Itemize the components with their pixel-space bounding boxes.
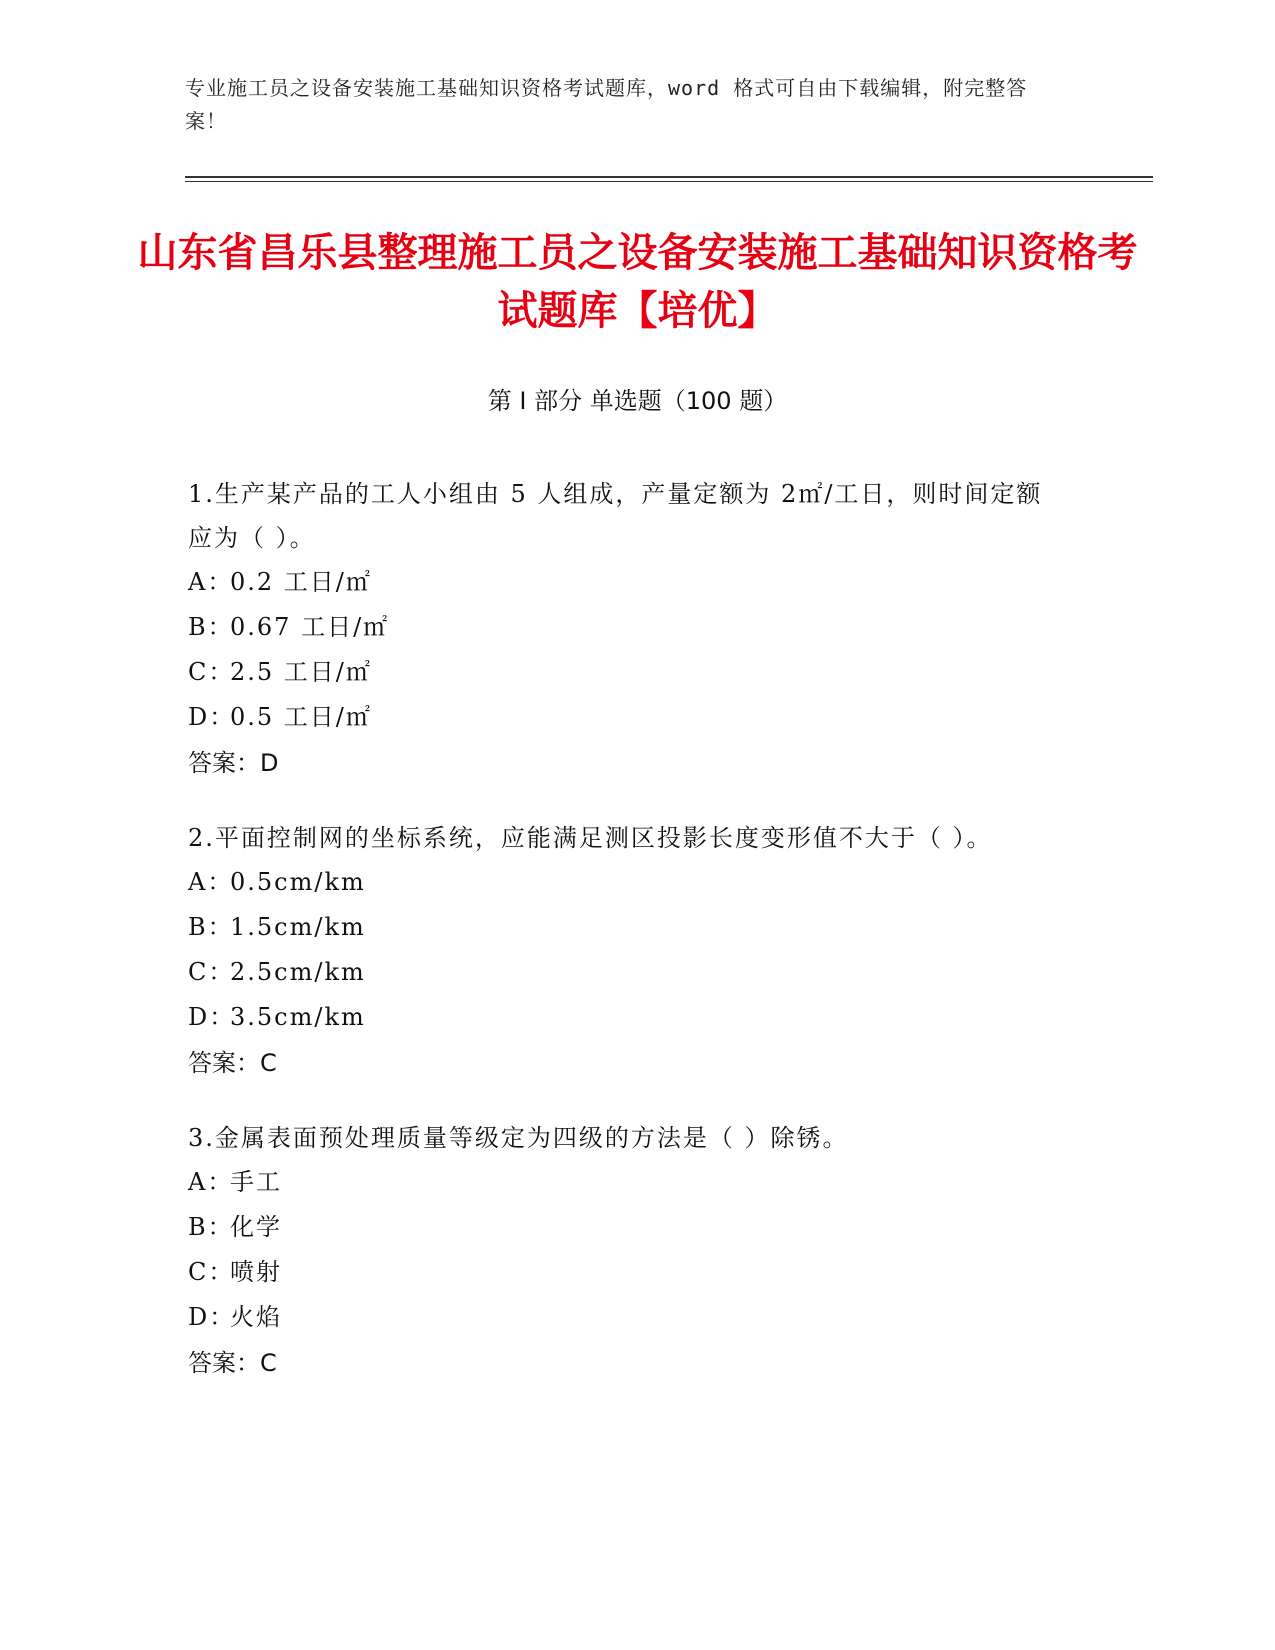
option-d: [188, 1295, 1068, 1340]
answer-line: [188, 1040, 1068, 1086]
answer-line: [188, 1340, 1068, 1386]
section-title: 第 I 部分 单选题（100 题）: [487, 387, 788, 415]
option-letter: C：: [188, 658, 235, 686]
option-text: 喷射: [230, 1258, 282, 1286]
option-letter: A：: [188, 868, 234, 896]
option-letter: D：: [188, 1003, 236, 1031]
question-stem: 3.金属表面预处理质量等级定为四级的方法是（ ）除锈。: [188, 1124, 849, 1152]
option-text: 0.5 工日/㎡: [230, 703, 372, 731]
option-letter: D：: [188, 703, 236, 731]
header-divider-thick: [185, 176, 1153, 178]
option-text: 1.5cm/km: [230, 913, 366, 941]
option-letter: D：: [188, 1303, 236, 1331]
option-letter: B：: [188, 613, 234, 641]
option-text: 0.5cm/km: [230, 868, 366, 896]
answer-value: C: [260, 1349, 277, 1377]
question-1: [188, 472, 1068, 786]
option-d: [188, 995, 1068, 1040]
option-letter: C：: [188, 958, 235, 986]
option-letter: A：: [188, 568, 234, 596]
option-text: 3.5cm/km: [230, 1003, 366, 1031]
option-b: [188, 605, 1068, 650]
option-text: 手工: [230, 1168, 282, 1196]
answer-line: [188, 740, 1068, 786]
option-letter: A：: [188, 1168, 234, 1196]
answer-value: C: [260, 1049, 277, 1077]
option-text: 2.5 工日/㎡: [230, 658, 372, 686]
question-2: [188, 816, 1068, 1086]
question-list: [188, 472, 1068, 1416]
document-title: 山东省昌乐县整理施工员之设备安装施工基础知识资格考试题库【培优】: [137, 230, 1138, 334]
option-text: 2.5cm/km: [230, 958, 366, 986]
option-a: [188, 560, 1068, 605]
answer-label: 答案：: [188, 1049, 260, 1077]
option-a: [188, 1160, 1068, 1205]
option-c: [188, 650, 1068, 695]
option-a: [188, 860, 1068, 905]
question-stem: 2.平面控制网的坐标系统，应能满足测区投影长度变形值不大于（ ）。: [188, 824, 993, 852]
option-letter: B：: [188, 1213, 234, 1241]
answer-label: 答案：: [188, 1349, 260, 1377]
question-3: [188, 1116, 1068, 1386]
option-c: [188, 1250, 1068, 1295]
option-b: [188, 905, 1068, 950]
option-text: 化学: [230, 1213, 282, 1241]
option-b: [188, 1205, 1068, 1250]
question-stem: 1.生产某产品的工人小组由 5 人组成，产量定额为 2㎡/工日，则时间定额应为（ ）。: [188, 480, 1043, 552]
answer-label: 答案：: [188, 749, 260, 777]
option-d: [188, 695, 1068, 740]
answer-value: D: [260, 749, 279, 777]
option-letter: B：: [188, 913, 234, 941]
option-c: [188, 950, 1068, 995]
option-text: 0.67 工日/㎡: [230, 613, 390, 641]
option-text: 0.2 工日/㎡: [230, 568, 372, 596]
header-note: 专业施工员之设备安装施工基础知识资格考试题库，word 格式可自由下载编辑，附完整答案！: [185, 76, 1028, 133]
option-letter: C：: [188, 1258, 235, 1286]
header-divider-thin: [185, 181, 1153, 182]
option-text: 火焰: [230, 1303, 282, 1331]
